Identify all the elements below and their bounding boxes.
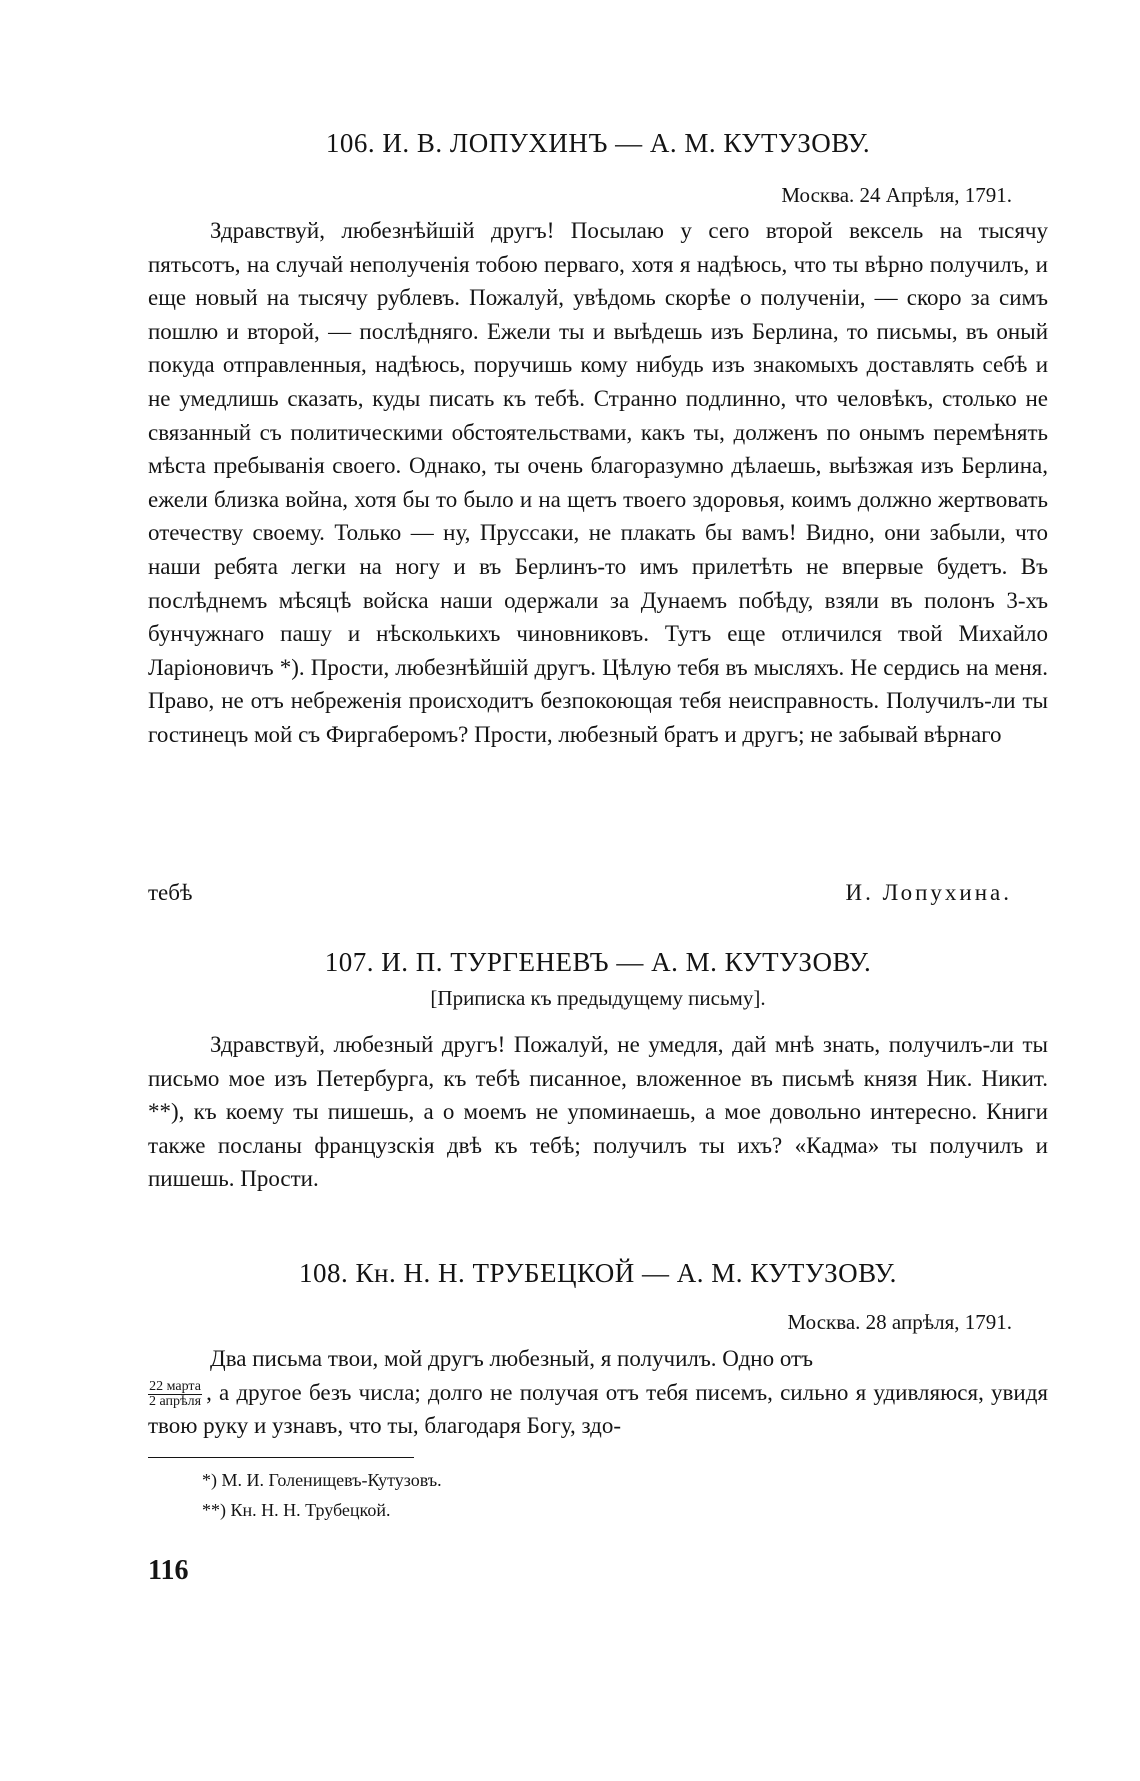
- footnote-1: *) М. И. Голенищевъ-Кутузовъ.: [202, 1470, 442, 1490]
- footnote-divider: [148, 1457, 414, 1458]
- letter-106-heading: 106. И. В. ЛОПУХИНЪ — А. М. КУТУЗОВУ.: [325, 128, 871, 158]
- letter-108-place-date: Москва. 28 апрѣля, 1791.: [787, 1310, 1012, 1334]
- date-fraction-denominator: 2 апрѣля: [149, 1393, 202, 1409]
- letter-106-closing-word: тебѣ: [148, 880, 193, 905]
- book-page: [148, 0, 1048, 1781]
- page-number: 116: [148, 1555, 189, 1586]
- letter-108-heading: 108. Кн. Н. Н. ТРУБЕЦКОЙ — А. М. КУТУЗОВУ.: [299, 1258, 897, 1288]
- date-fraction-numerator: 22 марта: [149, 1378, 201, 1394]
- letter-108-body-start: Два письма твои, мой другъ любезный, я получилъ. Одно отъ: [210, 1346, 813, 1371]
- letter-106-signature: И. Лопухина.: [845, 880, 1012, 905]
- letter-108-body: [148, 1342, 1048, 1443]
- letter-106-body: Здравствуй, любезнѣйшій другъ! Посылаю у сего второй вексель на тысячу пятьсотъ, на случай неполученія тобою перваго, хотя я надѣюсь, что ты вѣрно получилъ, и еще новый на тысячу рублевъ. Пожалуй, увѣдомь скорѣе о полученіи, — скоро за симъ пошлю и второй, — послѣдняго. Ежели ты и выѣдешь изъ Берлина, то письмы, въ оный покуда отправленныя, надѣюсь, поручишь кому нибудь изъ знакомыхъ доставлять себѣ и не умедлишь сказать, куды писать къ тебѣ. Странно подлинно, что человѣкъ, столько не связанный съ политическими обстоятельствами, какъ ты, долженъ по онымъ перемѣнять мѣста пребыванія своего. Однако, ты очень благоразумно дѣлаешь, выѣзжая изъ Берлина, ежели близка война, хотя бы то было и на щетъ твоего здоровья, коимъ должно жертвовать отечеству своему. Только — ну, Пруссаки, не плакать бы вамъ! Видно, они забыли, что наши ребята легки на ногу и въ Берлинъ-то имъ прилетѣть не впервые будетъ. Въ послѣднемъ мѣсяцѣ войска наши одержали за Дунаемъ побѣду, взяли въ полонъ 3-хъ бунчужнаго пашу и нѣсколькихъ чиновниковъ. Тутъ еще отличился твой Михайло Ларіоновичъ *). Прости, любезнѣйшій другъ. Цѣлую тебя въ мысляхъ. Не сердись на меня. Право, не отъ небреженія происходитъ безпокоющая тебя неисправность. Получилъ-ли ты гостинецъ мой съ Фиргаберомъ? Прости, любезный братъ и другъ; не забывай вѣрнаго: [148, 218, 1048, 747]
- letter-108-body-end: , а другое безъ числа; долго не получая отъ тебя писемъ, сильно я удивляюся, увидя твою руку и узнавъ, что ты, благодаря Богу, здо-: [148, 1379, 1048, 1439]
- date-fraction: [148, 1380, 202, 1409]
- letter-107-body: Здравствуй, любезный другъ! Пожалуй, не умедля, дай мнѣ знать, получилъ-ли ты письмо мое изъ Петербурга, къ тебѣ писанное, вложенное въ письмѣ князя Ник. Никит. **), къ коему ты пишешь, а о моемъ не упоминаешь, а мое довольно интересно. Книги также посланы французскія двѣ къ тебѣ; получилъ ты ихъ? «Кадма» ты получилъ и пишешь. Прости.: [148, 1032, 1048, 1192]
- letter-106-place-date: Москва. 24 Апрѣля, 1791.: [781, 183, 1012, 207]
- letter-107-subheading: [Приписка къ предыдущему письму].: [430, 986, 766, 1010]
- footnote-2: **) Кн. Н. Н. Трубецкой.: [202, 1500, 391, 1520]
- letter-107-heading: 107. И. П. ТУРГЕНЕВЪ — А. М. КУТУЗОВУ.: [324, 947, 872, 977]
